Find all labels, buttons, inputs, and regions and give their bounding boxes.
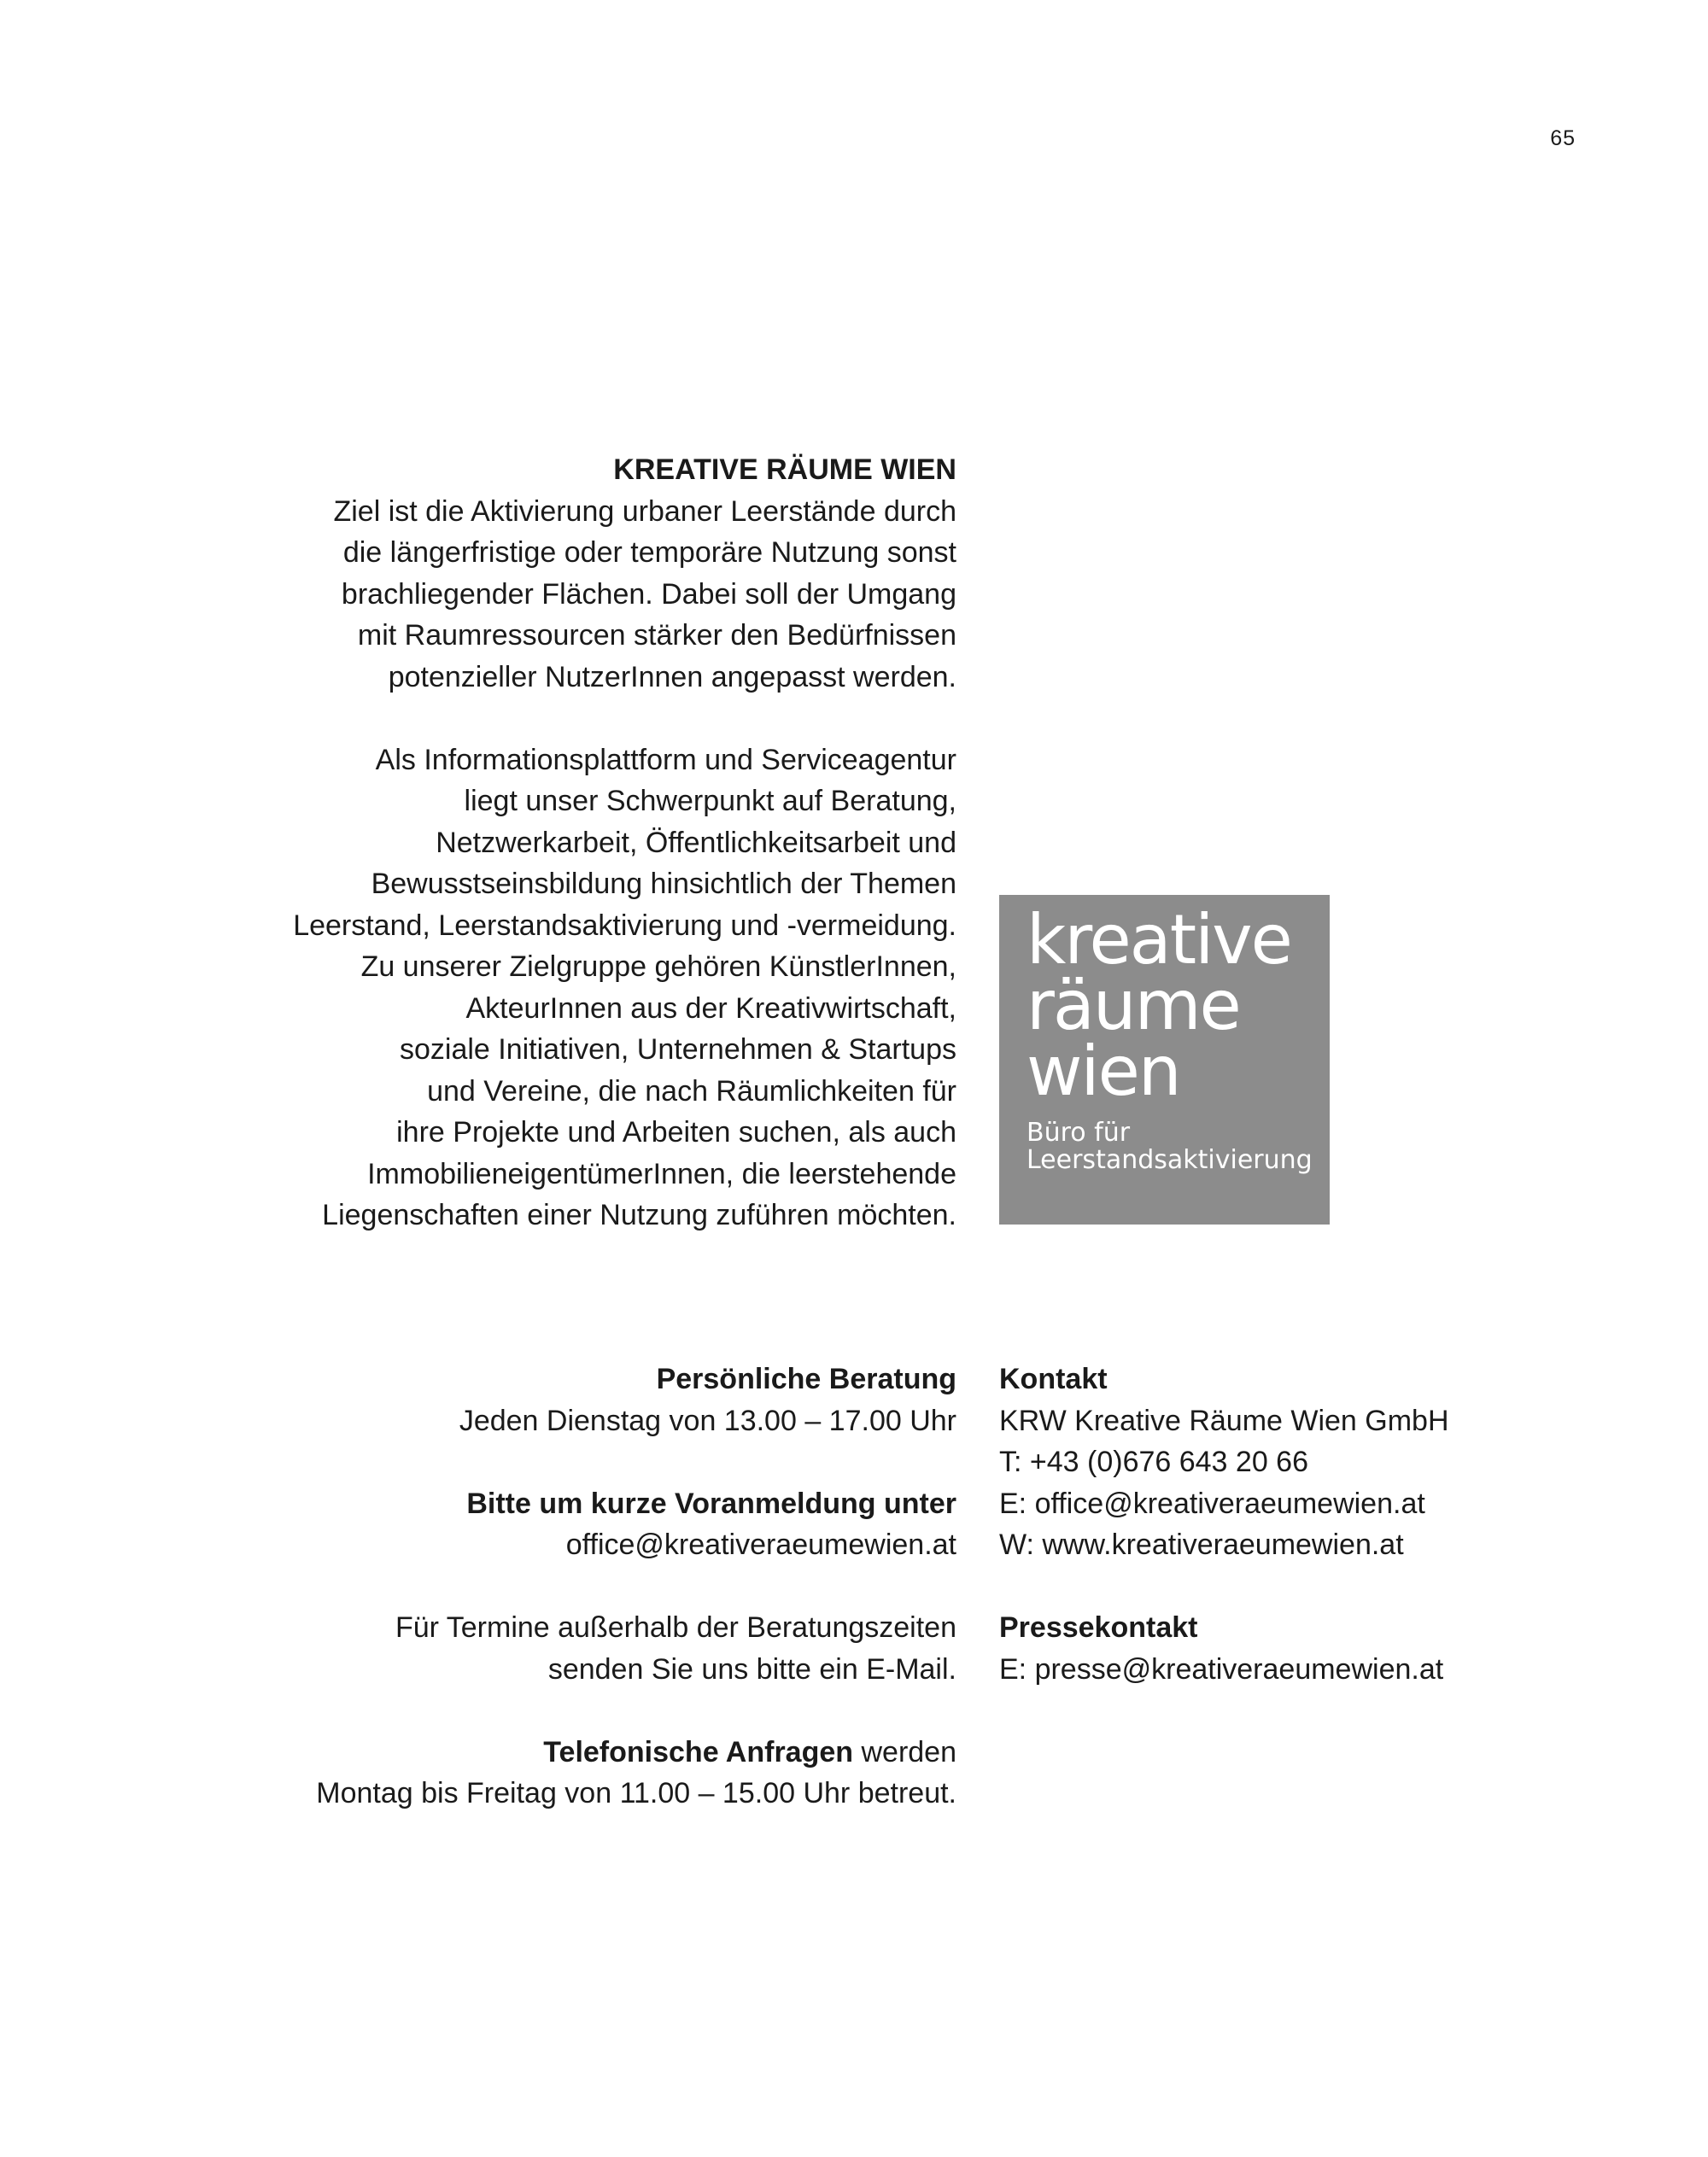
- intro-p2-line: ImmobilieneigentümerInnen, die leerstehende: [367, 1157, 956, 1190]
- intro-p2-line: ihre Projekte und Arbeiten suchen, als auch: [396, 1116, 956, 1149]
- intro-section: [293, 449, 956, 1236]
- intro-p1-line: potenzieller NutzerInnen angepasst werden.: [388, 660, 956, 693]
- contact-title: Kontakt: [999, 1363, 1108, 1395]
- paragraph-spacer: [999, 1566, 1449, 1608]
- termine-text: Für Termine außerhalb der Beratungszeiten: [395, 1611, 956, 1644]
- intro-p2-line: Netzwerkarbeit, Öffentlichkeitsarbeit und: [436, 826, 956, 859]
- intro-p1-line: Ziel ist die Aktivierung urbaner Leerstände durch: [333, 494, 956, 528]
- anmeldung-title: Bitte um kurze Voranmeldung unter: [466, 1487, 956, 1520]
- intro-p2-line: und Vereine, die nach Räumlichkeiten für: [427, 1074, 956, 1108]
- telefon-text: werden: [853, 1735, 956, 1768]
- paragraph-spacer: [293, 698, 956, 739]
- contact-web-link[interactable]: W: www.kreativeraeumewien.at: [999, 1529, 1404, 1561]
- intro-p2-line: liegt unser Schwerpunkt auf Beratung,: [464, 785, 956, 817]
- intro-p1-line: brachliegender Flächen. Dabei soll der Umgang: [341, 577, 956, 611]
- intro-p1-line: mit Raumressourcen stärker den Bedürfnissen: [357, 619, 956, 652]
- telefon-line: [316, 1732, 956, 1774]
- intro-p1-line: die längerfristige oder temporäre Nutzung sonst: [342, 536, 956, 569]
- intro-title: KREATIVE RÄUME WIEN: [613, 453, 956, 486]
- logo-word: räume: [1027, 966, 1240, 1045]
- contact-email-link[interactable]: E: office@kreativeraeumewien.at: [999, 1487, 1425, 1520]
- intro-p2-line: Zu unserer Zielgruppe gehören KünstlerInnen,: [360, 950, 956, 983]
- consultation-info: [316, 1359, 956, 1815]
- kreative-raeume-wien-logo: [999, 895, 1330, 1225]
- contact-info: [999, 1359, 1449, 1690]
- beratung-hours: Jeden Dienstag von 13.00 – 17.00 Uhr: [459, 1404, 956, 1437]
- logo-subtitle-line: Leerstandsaktivierung: [1027, 1145, 1313, 1175]
- logo-subtitle: [1027, 1119, 1330, 1174]
- telefon-title: Telefonische Anfragen: [543, 1735, 854, 1768]
- press-title: Pressekontakt: [999, 1611, 1198, 1644]
- page-number: 65: [1550, 126, 1576, 150]
- intro-p2-line: soziale Initiativen, Unternehmen & Startups: [399, 1033, 956, 1066]
- paragraph-spacer: [316, 1441, 956, 1483]
- intro-p2-line: Liegenschaften einer Nutzung zuführen möchten.: [322, 1199, 956, 1231]
- contact-company: KRW Kreative Räume Wien GmbH: [999, 1404, 1449, 1437]
- paragraph-spacer: [316, 1690, 956, 1732]
- anmeldung-email-link[interactable]: office@kreativeraeumewien.at: [565, 1529, 956, 1561]
- contact-phone[interactable]: T: +43 (0)676 643 20 66: [999, 1446, 1308, 1478]
- intro-p2-line: Als Informationsplattform und Serviceagentur: [375, 743, 956, 776]
- logo-word: kreative: [1027, 900, 1291, 979]
- logo-word: wien: [1027, 1032, 1180, 1111]
- intro-p2-line: AkteurInnen aus der Kreativwirtschaft,: [465, 991, 956, 1025]
- logo-subtitle-line: Büro für: [1027, 1118, 1131, 1148]
- telefon-hours: Montag bis Freitag von 11.00 – 15.00 Uhr betreut.: [316, 1777, 956, 1809]
- intro-p2-line: Bewusstseinsbildung hinsichtlich der Themen: [371, 868, 956, 900]
- paragraph-spacer: [316, 1566, 956, 1608]
- intro-p2-line: Leerstand, Leerstandsaktivierung und -vermeidung.: [293, 909, 956, 942]
- press-email-link[interactable]: E: presse@kreativeraeumewien.at: [999, 1652, 1444, 1686]
- beratung-title: Persönliche Beratung: [656, 1363, 956, 1395]
- termine-text: senden Sie uns bitte ein E-Mail.: [547, 1652, 956, 1686]
